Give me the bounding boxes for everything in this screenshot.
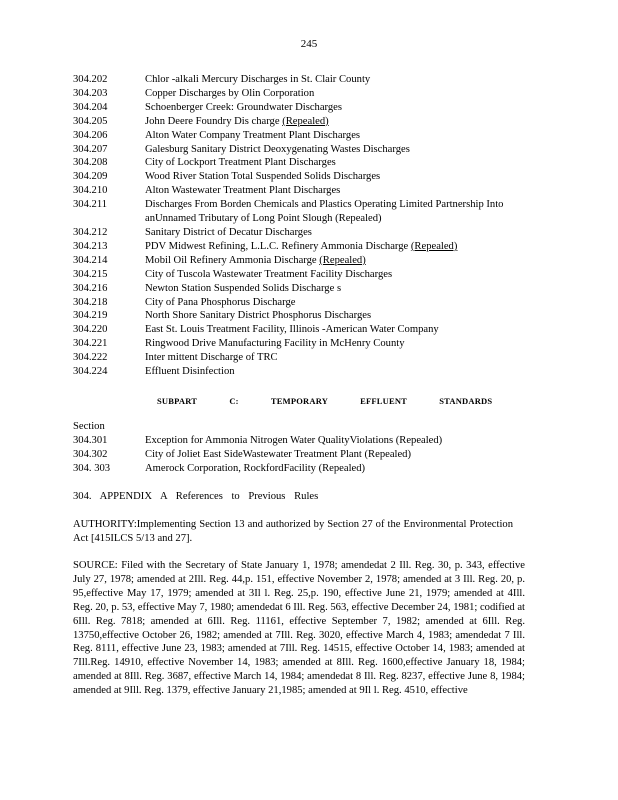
section-title: Newton Station Suspended Solids Discharge s (145, 282, 342, 294)
section-number: 304.301 (73, 434, 108, 446)
section-title: PDV Midwest Refining, L.L.C. Refinery Ammonia Discharge (145, 240, 411, 252)
section-title: Exception for Ammonia Nitrogen Water QualityViolations (Repealed) (145, 434, 443, 446)
toc-row (73, 254, 553, 268)
section-number: 304.205 (73, 115, 108, 127)
section-number: 304.224 (73, 366, 108, 378)
toc-row (73, 156, 553, 170)
section-title: Chlor -alkali Mercury Discharges in St. Clair County (145, 74, 371, 85)
section-title: East St. Louis Treatment Facility, Illinois -American Water Company (145, 324, 439, 336)
repealed-note: (Repealed) (282, 115, 329, 127)
section-title: Copper Discharges by Olin Corporation (145, 87, 315, 99)
section-title: City of Joliet East SideWastewater Treatment Plant (Repealed) (145, 448, 411, 460)
toc-row (73, 101, 553, 115)
subpart-c-sections (73, 420, 553, 476)
toc-row (73, 351, 553, 365)
toc-row (73, 337, 553, 351)
section-number: 304.211 (73, 199, 108, 211)
toc-row (73, 143, 553, 157)
section-number: 304.221 (73, 338, 108, 350)
toc-row (73, 282, 553, 296)
section-title: Galesburg Sanitary District Deoxygenating Wastes Discharges (145, 143, 410, 155)
section-title: City of Tuscola Wastewater Treatment Facility Discharges (145, 268, 393, 280)
section-title: Wood River Station Total Suspended Solids Discharges (145, 171, 381, 183)
section-title: John Deere Foundry Dis charge (145, 115, 283, 127)
section-number: 304.302 (73, 448, 108, 460)
section-title: Amerock Corporation, RockfordFacility (Repealed) (145, 462, 366, 474)
section-number: 304.206 (73, 129, 108, 141)
toc-row (73, 309, 553, 323)
toc-row (73, 87, 553, 101)
section-number: 304.207 (73, 143, 108, 155)
section-title: Mobil Oil Refinery Ammonia Discharge (145, 254, 320, 266)
toc-row (73, 296, 553, 310)
toc-list (73, 73, 553, 379)
section-number: 304.220 (73, 324, 108, 336)
appendix-line: 304. APPENDIX A References to Previous Rules (73, 491, 319, 502)
section-title: City of Lockport Treatment Plant Discharges (145, 157, 336, 169)
section-number: 304.208 (73, 157, 108, 169)
repealed-note: (Repealed) (410, 240, 458, 252)
section-title: Alton Wastewater Treatment Plant Discharges (145, 185, 341, 197)
repealed-note: (Repealed) (319, 254, 366, 266)
section-title: City of Pana Phosphorus Discharge (145, 296, 296, 308)
section-number: 304.216 (73, 282, 108, 294)
page-number: 245 (300, 38, 318, 50)
section-title: Inter mittent Discharge of TRC (145, 352, 278, 364)
section-number: 304.212 (73, 226, 108, 238)
toc-row (73, 365, 553, 379)
section-number: 304.214 (73, 254, 108, 266)
section-number: 304.219 (73, 310, 108, 322)
section-number: 304.222 (73, 352, 108, 364)
section-number: 304.218 (73, 296, 108, 308)
section-title: Discharges From Borden Chemicals and Plastics Operating Limited Partnership Into anUnnamed Tributary of Long Point Slough (Repealed) (145, 199, 504, 225)
section-title: Alton Water Company Treatment Plant Discharges (145, 129, 361, 141)
section-number: 304.203 (73, 87, 108, 99)
toc-row (73, 434, 553, 448)
section-number: 304. 303 (73, 462, 111, 474)
section-number: 304.210 (73, 185, 108, 197)
subpart-heading: SUBPART C: TEMPORARY EFFLUENT STANDARDS (157, 396, 493, 406)
section-label: Section (73, 421, 105, 432)
toc-row (73, 462, 553, 476)
section-title: North Shore Sanitary District Phosphorus Discharges (145, 310, 372, 322)
section-number: 304.215 (73, 268, 108, 280)
toc-row (73, 226, 553, 240)
toc-row (73, 240, 553, 254)
authority-paragraph: AUTHORITY:Implementing Section 13 and authorized by Section 27 of the Environmental Protection Act [415ILCS 5/13 and 27]. (73, 519, 513, 544)
section-title: Ringwood Drive Manufacturing Facility in McHenry County (145, 338, 405, 350)
section-title: Effluent Disinfection (145, 366, 235, 378)
toc-row (73, 448, 553, 462)
section-number: 304.204 (73, 101, 108, 113)
source-paragraph: SOURCE: Filed with the Secretary of State January 1, 1978; amendedat 2 Ill. Reg. 30, p. 343, effective July 27, 1978; amended at 2Ill. Reg. 44,p. 151, effective November 2, 1978; amended at 3 Ill. Reg. 20, p. 95,effective May 17, 1979; amended at 3Il l. Reg. 25,p. 190, effective June 21, 1979; amended at 4Ill. Reg. 20, p. 53, effective May 7, 1980; amendedat 6 Ill. Reg. 563, effective December 24, 1981; codified at 6Ill. Reg. 7818; amended at 6Ill. Reg. 11161, effective September 7, 1982; amended at 6Ill. Reg. 13750,effective October 26, 1982; amended at 7Ill. Reg. 3020, effective March 4, 1983; amendedat 7 Ill. Reg. 8111, effective June 23, 1983; amended at 7Ill. Reg. 14515, effective October 14, 1983; amended at 7Ill.Reg. 14910, effective November 14, 1983; amended at 8Ill. Reg. 1600,effective January 18, 1984; amended at 8Ill. Reg. 3687, effective March 14, 1984; amendedat 8 Ill. Reg. 8237, effective June 8, 1984; amended at 9Ill. Reg. 1379, effective January 21,1985; amended at 9Il l. Reg. 4510, effective (73, 560, 525, 697)
toc-row (73, 115, 553, 129)
toc-row (73, 323, 553, 337)
toc-row (73, 170, 553, 184)
toc-row (73, 73, 553, 87)
section-number: 304.209 (73, 171, 108, 183)
section-title: Schoenberger Creek: Groundwater Discharges (145, 101, 342, 113)
toc-row (73, 198, 553, 226)
toc-row (73, 268, 553, 282)
toc-row (73, 129, 553, 143)
section-number: 304.202 (73, 74, 108, 85)
section-number: 304.213 (73, 240, 108, 252)
toc-row (73, 184, 553, 198)
section-title: Sanitary District of Decatur Discharges (145, 226, 312, 238)
